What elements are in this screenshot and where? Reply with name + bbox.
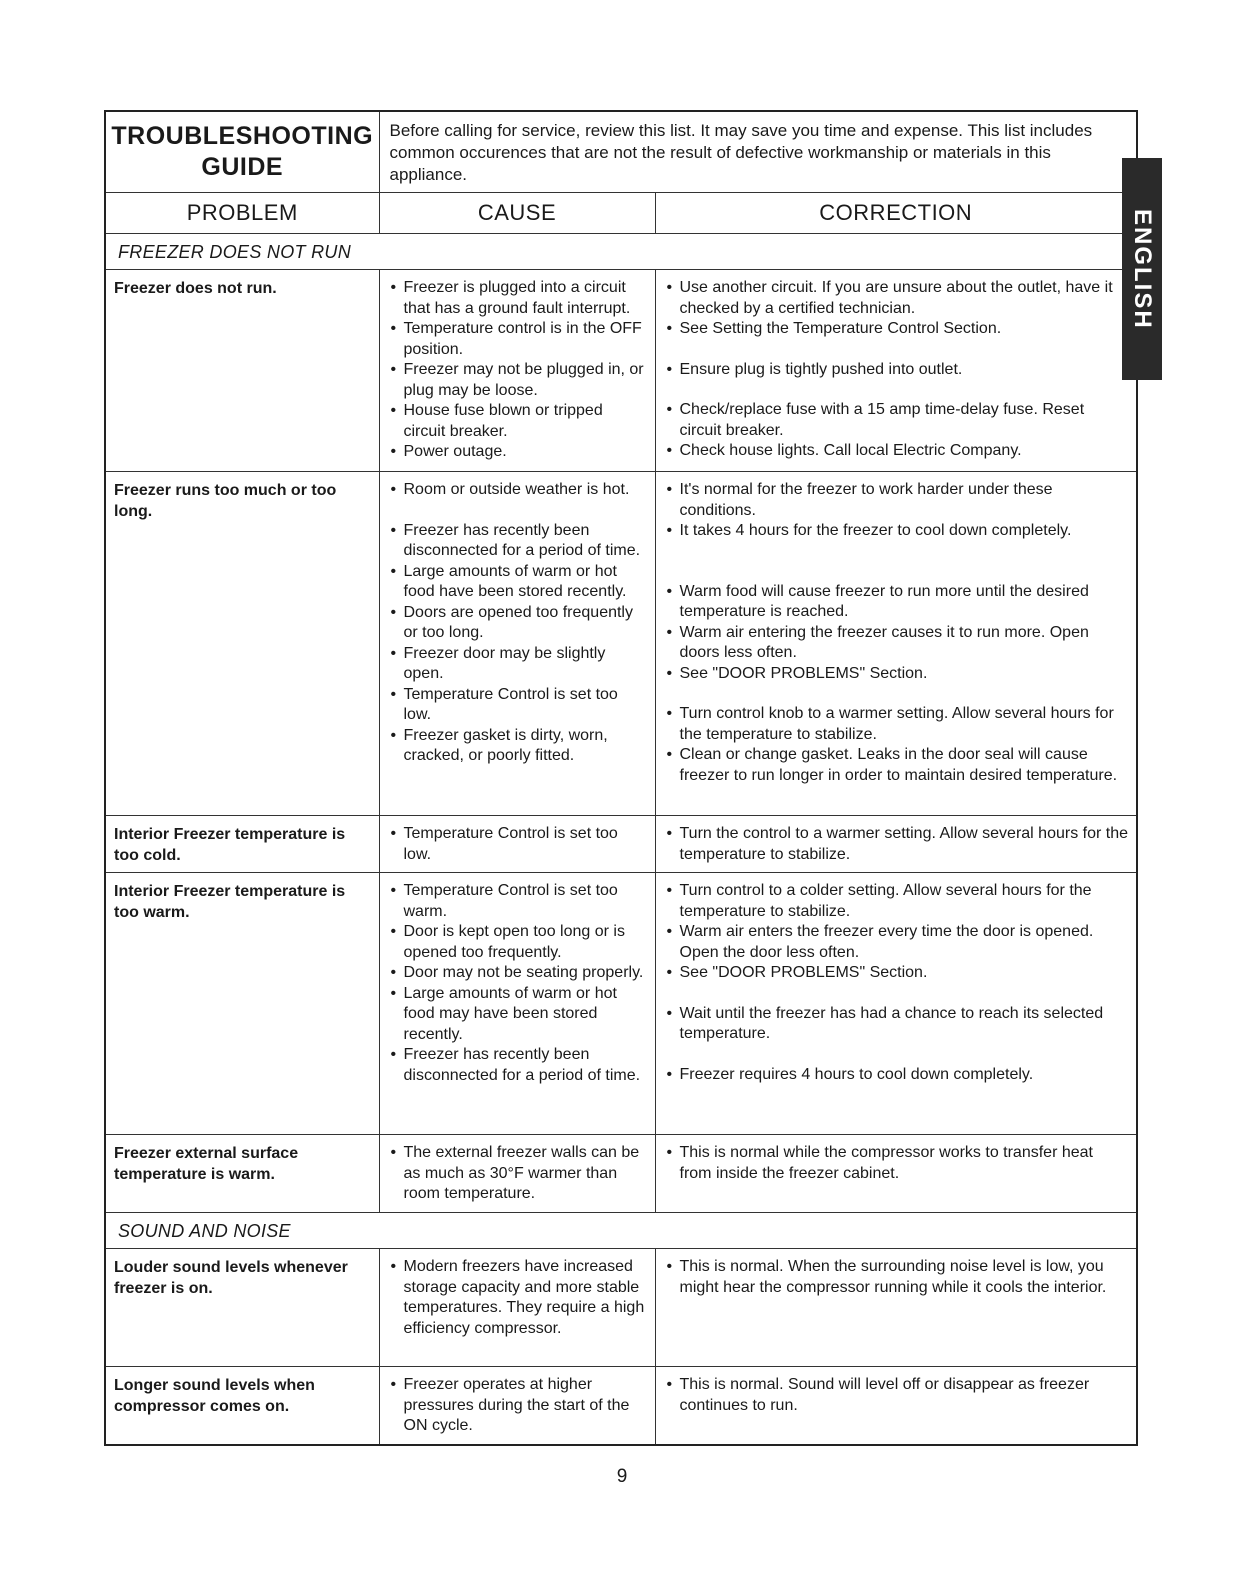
table-row bbox=[105, 270, 1137, 472]
problem-text: Longer sound levels when compressor comes on. bbox=[105, 1367, 379, 1445]
column-header-row bbox=[105, 193, 1137, 234]
column-header-cause: CAUSE bbox=[379, 193, 655, 234]
cause-item: • Large amounts of warm or hot food have been stored recently. bbox=[388, 562, 647, 603]
cause-cell bbox=[379, 1367, 655, 1445]
correction-item: • Turn the control to a warmer setting. Allow several hours for the temperature to stabilize. bbox=[664, 824, 1129, 865]
correction-item: • It's normal for the freezer to work harder under these conditions. bbox=[664, 480, 1129, 521]
section-title: FREEZER DOES NOT RUN bbox=[105, 234, 1137, 270]
cause-item: • Freezer gasket is dirty, worn, cracked, or poorly fitted. bbox=[388, 726, 647, 767]
section-header bbox=[105, 1213, 1137, 1249]
cause-item: • Door may not be seating properly. bbox=[388, 963, 647, 984]
correction-item: • Check house lights. Call local Electric Company. bbox=[664, 441, 1129, 462]
cause-item: • Temperature Control is set too low. bbox=[388, 685, 647, 726]
cause-item: • Freezer is plugged into a circuit that has a ground fault interrupt. bbox=[388, 278, 647, 319]
cause-item: • Freezer may not be plugged in, or plug may be loose. bbox=[388, 360, 647, 401]
correction-cell bbox=[655, 1249, 1137, 1367]
correction-item: • Warm air enters the freezer every time the door is opened. Open the door less often. bbox=[664, 922, 1129, 963]
correction-item: • Freezer requires 4 hours to cool down completely. bbox=[664, 1065, 1129, 1086]
cause-item: • House fuse blown or tripped circuit breaker. bbox=[388, 401, 647, 442]
correction-cell bbox=[655, 472, 1137, 816]
problem-text: Freezer runs too much or too long. bbox=[105, 472, 379, 816]
correction-item: • This is normal. When the surrounding noise level is low, you might hear the compressor running while it cools the interior. bbox=[664, 1257, 1129, 1298]
cause-item: • Power outage. bbox=[388, 442, 647, 463]
cause-cell bbox=[379, 270, 655, 472]
correction-item: • Warm air entering the freezer causes it to run more. Open doors less often. bbox=[664, 623, 1129, 664]
cause-item: • Freezer door may be slightly open. bbox=[388, 644, 647, 685]
correction-cell bbox=[655, 1135, 1137, 1213]
correction-item: • It takes 4 hours for the freezer to cool down completely. bbox=[664, 521, 1129, 542]
cause-item: • Temperature control is in the OFF position. bbox=[388, 319, 647, 360]
correction-item: • Turn control knob to a warmer setting. Allow several hours for the temperature to stabilize. bbox=[664, 704, 1129, 745]
problem-text: Freezer external surface temperature is warm. bbox=[105, 1135, 379, 1213]
page-number: 9 bbox=[616, 1466, 628, 1487]
correction-item: • Ensure plug is tightly pushed into outlet. bbox=[664, 360, 1129, 381]
cause-item: • Freezer has recently been disconnected for a period of time. bbox=[388, 521, 647, 562]
correction-item: • Check/replace fuse with a 15 amp time-delay fuse. Reset circuit breaker. bbox=[664, 400, 1129, 441]
cause-item: • Large amounts of warm or hot food may have been stored recently. bbox=[388, 984, 647, 1046]
guide-title-line1: TROUBLESHOOTING bbox=[111, 122, 374, 150]
cause-item: • Freezer operates at higher pressures during the start of the ON cycle. bbox=[388, 1375, 647, 1437]
troubleshooting-table bbox=[104, 110, 1138, 1446]
correction-cell bbox=[655, 270, 1137, 472]
cause-item: • Doors are opened too frequently or too long. bbox=[388, 603, 647, 644]
table-row bbox=[105, 472, 1137, 816]
table-row bbox=[105, 1367, 1137, 1445]
problem-text: Freezer does not run. bbox=[105, 270, 379, 472]
problem-text: Interior Freezer temperature is too cold. bbox=[105, 816, 379, 873]
correction-cell bbox=[655, 1367, 1137, 1445]
cause-item: • Temperature Control is set too low. bbox=[388, 824, 647, 865]
table-row bbox=[105, 873, 1137, 1135]
correction-item: • Use another circuit. If you are unsure about the outlet, have it checked by a certified technician. bbox=[664, 278, 1129, 319]
cause-cell bbox=[379, 873, 655, 1135]
correction-item: • This is normal while the compressor works to transfer heat from inside the freezer cabinet. bbox=[664, 1143, 1129, 1184]
correction-cell bbox=[655, 873, 1137, 1135]
correction-item: • Clean or change gasket. Leaks in the door seal will cause freezer to run longer in order to maintain desired temperature. bbox=[664, 745, 1129, 786]
language-side-tab bbox=[1122, 158, 1162, 380]
problem-text: Interior Freezer temperature is too warm. bbox=[105, 873, 379, 1135]
section-title: SOUND AND NOISE bbox=[105, 1213, 1137, 1249]
column-header-problem: PROBLEM bbox=[105, 193, 379, 234]
cause-item: • The external freezer walls can be as much as 30°F warmer than room temperature. bbox=[388, 1143, 647, 1205]
correction-item: • See "DOOR PROBLEMS" Section. bbox=[664, 664, 1129, 685]
troubleshooting-page bbox=[104, 110, 1136, 1446]
guide-intro: Before calling for service, review this list. It may save you time and expense. This list includes common occurences that are not the result of defective workmanship or materials in this appliance. bbox=[379, 111, 1137, 193]
problem-text: Louder sound levels whenever freezer is on. bbox=[105, 1249, 379, 1367]
cause-cell bbox=[379, 1249, 655, 1367]
correction-item: • See "DOOR PROBLEMS" Section. bbox=[664, 963, 1129, 984]
cause-cell bbox=[379, 472, 655, 816]
column-header-correction: CORRECTION bbox=[655, 193, 1137, 234]
correction-item: • Turn control to a colder setting. Allow several hours for the temperature to stabilize. bbox=[664, 881, 1129, 922]
correction-item: • Warm food will cause freezer to run more until the desired temperature is reached. bbox=[664, 582, 1129, 623]
cause-item: • Temperature Control is set too warm. bbox=[388, 881, 647, 922]
table-row bbox=[105, 816, 1137, 873]
cause-item: • Door is kept open too long or is opened too frequently. bbox=[388, 922, 647, 963]
cause-item: • Modern freezers have increased storage capacity and more stable temperatures. They require a high efficiency compressor. bbox=[388, 1257, 647, 1339]
language-side-tab-label: ENGLISH bbox=[1129, 208, 1156, 330]
table-row bbox=[105, 1135, 1137, 1213]
table-row bbox=[105, 1249, 1137, 1367]
correction-cell bbox=[655, 816, 1137, 873]
guide-title bbox=[105, 111, 379, 193]
cause-item: • Freezer has recently been disconnected for a period of time. bbox=[388, 1045, 647, 1086]
correction-item: • See Setting the Temperature Control Section. bbox=[664, 319, 1129, 340]
cause-item: • Room or outside weather is hot. bbox=[388, 480, 647, 501]
correction-item: • This is normal. Sound will level off or disappear as freezer continues to run. bbox=[664, 1375, 1129, 1416]
cause-cell bbox=[379, 816, 655, 873]
guide-title-line2: GUIDE bbox=[201, 153, 284, 181]
cause-cell bbox=[379, 1135, 655, 1213]
correction-item: • Wait until the freezer has had a chance to reach its selected temperature. bbox=[664, 1004, 1129, 1045]
title-row bbox=[105, 111, 1137, 193]
section-header bbox=[105, 234, 1137, 270]
